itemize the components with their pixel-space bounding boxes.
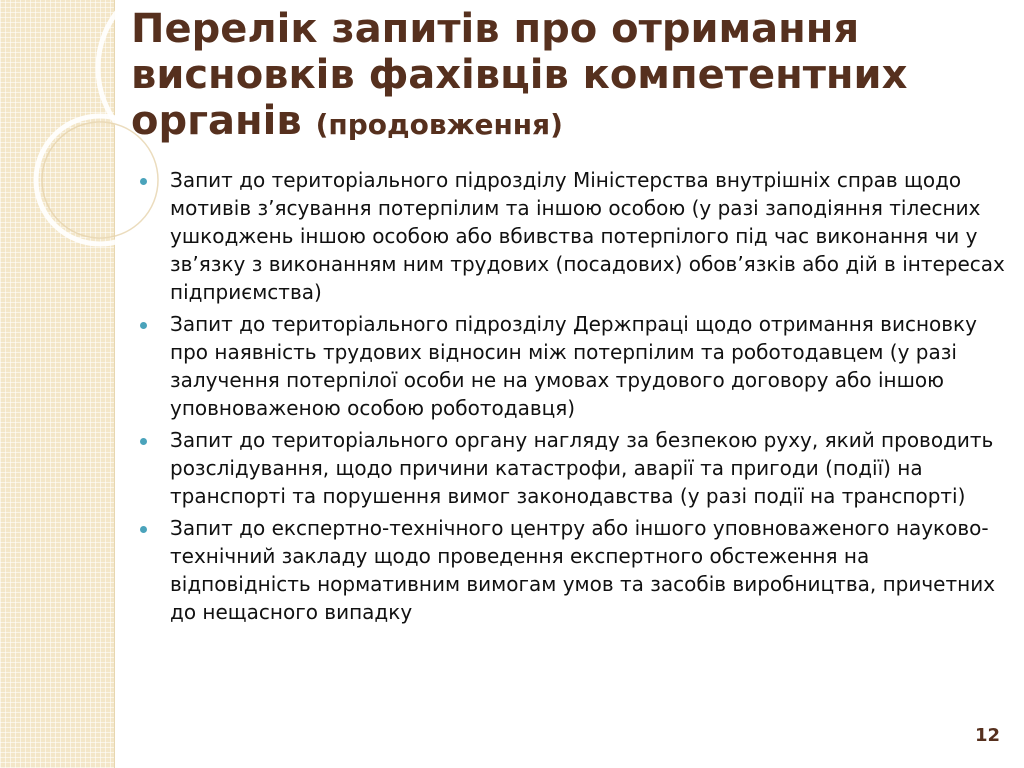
bullet-text: Запит до територіального органу нагляду за безпекою руху, який проводить розслідування, щодо причини катастрофи, аварії та пригоди (події) на транспорті та порушення вимог законодавства (у разі події на транспорті) (170, 428, 994, 508)
bullet-text: Запит до експертно-технічного центру або іншого уповноваженого науково-технічний закладу щодо проведення експертного обстеження на відповідність нормативним вимогам умов та засобів виробництва, причетних до нещасного випадку (170, 516, 996, 624)
bullet-item (140, 166, 1010, 306)
bullet-dot-icon (140, 526, 147, 533)
bullet-item (140, 310, 1010, 422)
slide-title-main: Перелік запитів про отримання висновків фахівців компетентних органів (131, 6, 908, 144)
bullet-dot-icon (140, 438, 147, 445)
bullet-dot-icon (140, 322, 147, 329)
bullet-text: Запит до територіального підрозділу Держпраці щодо отримання висновку про наявність трудових відносин між потерпілим та роботодавцем (у разі залучення потерпілої особи не на умовах трудового договору або іншою уповноваженою особою роботодавця) (170, 312, 977, 420)
bullet-dot-icon (140, 178, 147, 185)
slide-title-continuation: (продовження) (315, 108, 563, 141)
bullet-text: Запит до територіального підрозділу Міністерства внутрішніх справ щодо мотивів з’ясування потерпілим та іншою особою (у разі заподіяння тілесних ушкоджень іншою особою або вбивства потерпілого під час виконання чи у зв’язку з виконанням ним трудових (посадових) обов’язків або дій в інтересах підприємства) (170, 168, 1005, 304)
page-number: 12 (974, 725, 1000, 746)
bullet-item (140, 426, 1010, 510)
side-decor-panel (0, 0, 115, 768)
bullet-item (140, 514, 1010, 626)
bullet-list (140, 166, 1010, 630)
slide-title (131, 6, 1011, 148)
